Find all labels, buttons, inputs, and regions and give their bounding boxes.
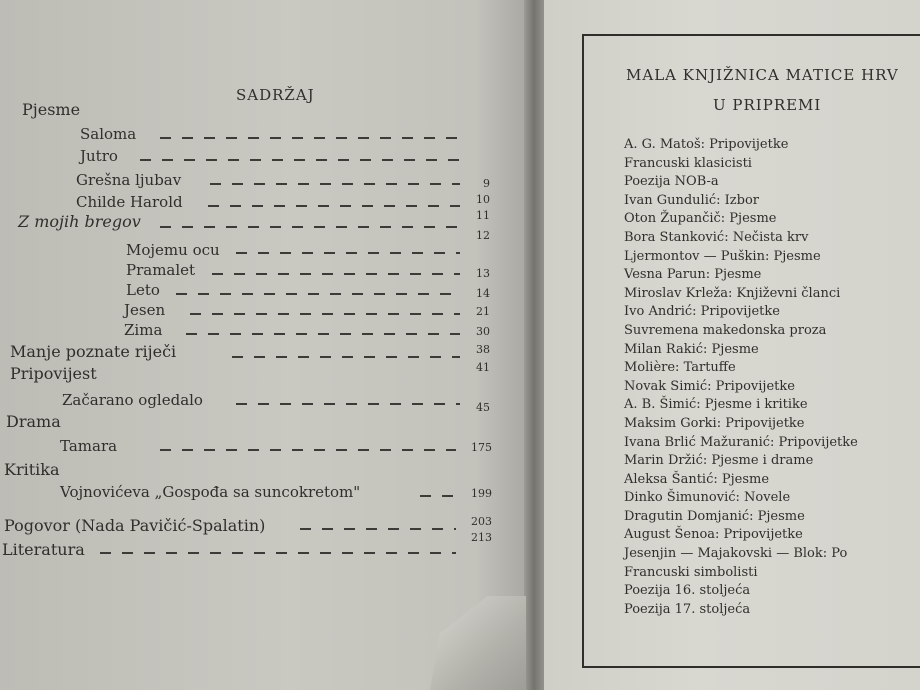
toc-title: SADRŽAJ xyxy=(236,86,315,104)
list-item: Bora Stanković: Nečista krv xyxy=(624,229,809,245)
leader-dashes xyxy=(232,356,460,358)
leader-dashes xyxy=(100,552,456,554)
leader-dashes xyxy=(160,137,460,139)
toc-entry-manje-poznate-rijeci: Manje poznate riječi xyxy=(10,342,177,361)
leader-dashes xyxy=(210,183,460,185)
page-number: 30 xyxy=(476,325,490,338)
toc-entry-gresna-ljubav: Grešna ljubav xyxy=(76,171,182,189)
leader-dashes xyxy=(236,252,460,254)
list-item: August Šenoa: Pripovijetke xyxy=(624,527,803,543)
list-item: Marin Držić: Pjesme i drame xyxy=(624,453,814,469)
list-item: Oton Župančič: Pjesme xyxy=(624,211,777,227)
list-item: A. B. Šimić: Pjesme i kritike xyxy=(624,397,808,413)
leader-dashes xyxy=(420,495,456,497)
book-gutter xyxy=(524,0,546,690)
toc-entry-vojnoviceva: Vojnovićeva „Gospođa sa suncokretom" xyxy=(60,483,361,501)
toc-entry-kritika: Kritika xyxy=(4,460,60,479)
leader-dashes xyxy=(236,403,460,405)
list-item: Milan Rakić: Pjesme xyxy=(624,341,759,357)
toc-entry-drama: Drama xyxy=(6,412,61,431)
toc-entry-z-mojih-bregov: Z mojih bregov xyxy=(18,212,141,231)
toc-entry-childe-harold: Childe Harold xyxy=(76,193,183,211)
list-item: Jesenjin — Majakovski — Blok: Po xyxy=(624,546,848,562)
page-number: 21 xyxy=(476,305,490,318)
page-number: 13 xyxy=(476,267,490,280)
list-item: Vesna Parun: Pjesme xyxy=(624,267,762,283)
list-item: Francuski klasicisti xyxy=(624,155,752,171)
page-number: 213 xyxy=(471,531,492,544)
list-item: A. G. Matoš: Pripovijetke xyxy=(624,137,789,152)
forthcoming-books-list xyxy=(624,136,858,619)
page-number: 9 xyxy=(483,177,490,190)
list-item: Dragutin Domjanić: Pjesme xyxy=(624,508,805,524)
list-item: Poezija NOB-a xyxy=(624,174,719,190)
page-number: 10 xyxy=(476,193,490,206)
list-item: Maksim Gorki: Pripovijetke xyxy=(624,415,805,431)
leader-dashes xyxy=(160,226,460,228)
toc-entry-zima: Zima xyxy=(124,321,163,339)
toc-entry-jutro: Jutro xyxy=(80,147,118,165)
list-item: Poezija 17. stoljeća xyxy=(624,601,751,617)
list-item: Ivo Andrić: Pripovijetke xyxy=(624,304,780,320)
leader-dashes xyxy=(300,528,456,530)
toc-entry-pogovor: Pogovor (Nada Pavičić-Spalatin) xyxy=(4,516,266,535)
page-number: 12 xyxy=(476,229,490,242)
toc-entry-tamara: Tamara xyxy=(60,437,118,455)
list-item: Ljermontov — Puškin: Pjesme xyxy=(624,248,821,264)
toc-entry-saloma: Saloma xyxy=(80,125,137,143)
leader-dashes xyxy=(140,159,460,161)
leader-dashes xyxy=(186,333,460,335)
page-number: 199 xyxy=(471,487,492,500)
toc-entry-pripovijest: Pripovijest xyxy=(10,364,97,383)
list-item: Dinko Šimunović: Novele xyxy=(624,490,791,506)
toc-entry-pjesme: Pjesme xyxy=(22,100,81,119)
leader-dashes xyxy=(212,273,460,275)
list-item: Francuski simbolisti xyxy=(624,564,758,580)
toc-entry-leto: Leto xyxy=(126,281,160,299)
leader-dashes xyxy=(160,449,456,451)
page-number: 11 xyxy=(476,209,490,222)
page-number: 41 xyxy=(476,361,490,374)
page-number: 45 xyxy=(476,401,490,414)
page-number: 38 xyxy=(476,343,490,356)
list-item: Aleksa Šantić: Pjesme xyxy=(624,471,770,487)
series-subtitle: U PRIPREMI xyxy=(713,96,822,114)
toc-entry-mojemu-ocu: Mojemu ocu xyxy=(126,241,220,259)
list-item: Miroslav Krleža: Književni članci xyxy=(624,285,841,301)
toc-entry-zacarano-ogledalo: Začarano ogledalo xyxy=(62,391,203,409)
toc-entry-literatura: Literatura xyxy=(2,540,85,559)
leader-dashes xyxy=(176,293,460,295)
list-item: Ivana Brlić Mažuranić: Pripovijetke xyxy=(624,434,858,450)
page-number: 14 xyxy=(476,287,490,300)
list-item: Ivan Gundulić: Izbor xyxy=(624,192,760,208)
leader-dashes xyxy=(190,313,460,315)
list-item: Molière: Tartuffe xyxy=(624,360,736,376)
page-number: 203 xyxy=(471,515,492,528)
list-item: Suvremena makedonska proza xyxy=(624,322,827,338)
list-item: Novak Simić: Pripovijetke xyxy=(624,378,795,394)
list-item: Poezija 16. stoljeća xyxy=(624,583,751,599)
leader-dashes xyxy=(208,205,460,207)
page-number: 175 xyxy=(471,441,492,454)
toc-entry-pramalet: Pramalet xyxy=(126,261,196,279)
toc-entry-jesen: Jesen xyxy=(124,301,166,319)
series-title: MALA KNJIŽNICA MATICE HRV xyxy=(626,66,899,84)
